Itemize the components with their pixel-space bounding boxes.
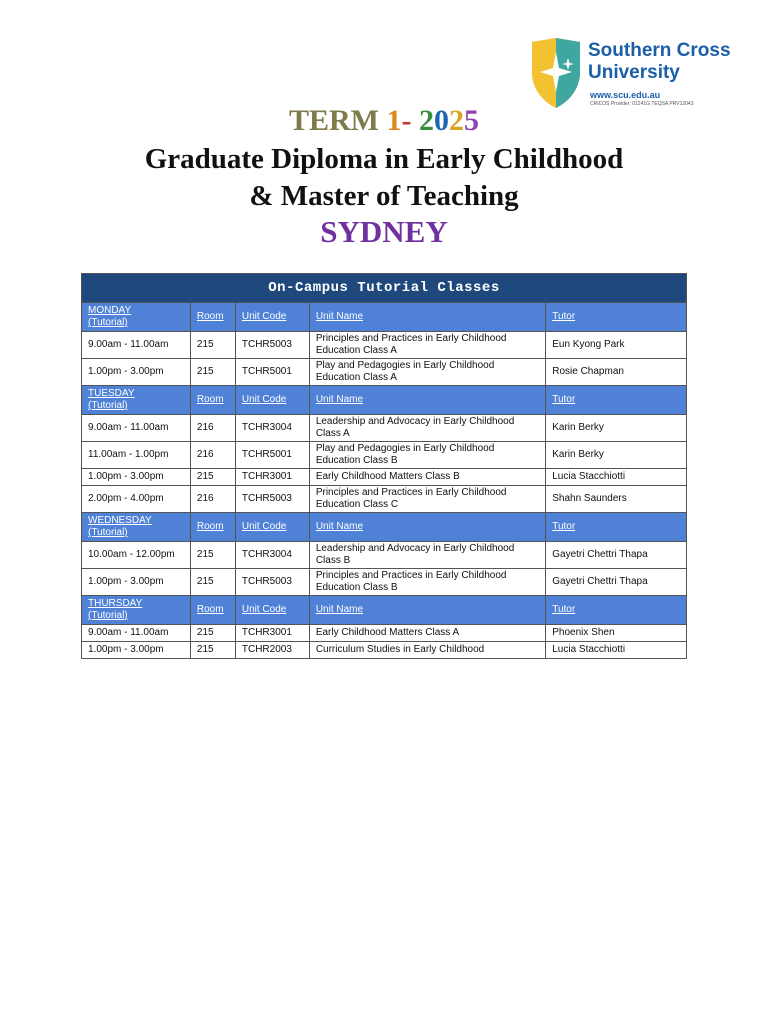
day-label	[82, 513, 191, 542]
room-column-header: Room	[190, 386, 235, 415]
day-subtitle: (Tutorial)	[88, 610, 128, 621]
unit-code-cell: TCHR3004	[235, 415, 309, 442]
unit-code-cell: TCHR5003	[235, 486, 309, 513]
university-name-line2: University	[588, 62, 680, 83]
program-title-line1: Graduate Diploma in Early Childhood	[144, 143, 624, 175]
unit-code-cell: TCHR3001	[235, 469, 309, 486]
time-cell: 1.00pm - 3.00pm	[82, 569, 191, 596]
university-logo	[528, 38, 738, 110]
tutor-cell: Lucia Stacchiotti	[546, 642, 687, 659]
unit-code-column-header: Unit Code	[235, 386, 309, 415]
unit-name-line1: Principles and Practices in Early Childhood	[315, 487, 507, 498]
cricos-text: CRICOS Provider: 01241G TEQSA PRV12043	[590, 101, 694, 107]
tutor-column-header: Tutor	[546, 303, 687, 332]
day-name: WEDNESDAY	[88, 515, 152, 526]
unit-name-line2: Class B	[315, 555, 351, 566]
tutorial-schedule-table	[81, 273, 687, 659]
day-subtitle: (Tutorial)	[88, 527, 128, 538]
room-cell: 215	[190, 469, 235, 486]
year-digit: 2	[449, 104, 464, 137]
unit-code-column-header: Unit Code	[235, 596, 309, 625]
shield-icon	[528, 38, 584, 110]
unit-name-line1: Play and Pedagogies in Early Childhood	[315, 360, 495, 371]
table-caption: On-Campus Tutorial Classes	[82, 274, 687, 303]
program-title-line2: & Master of Teaching	[249, 180, 519, 212]
unit-name-line1: Leadership and Advocacy in Early Childhood	[315, 543, 515, 554]
unit-name-cell	[309, 542, 545, 569]
day-label	[82, 303, 191, 332]
unit-name-line2: Education Class A	[315, 372, 397, 383]
term-number: 1	[386, 104, 402, 137]
day-label	[82, 386, 191, 415]
tutor-cell: Eun Kyong Park	[546, 332, 687, 359]
day-header-row	[82, 596, 687, 625]
unit-code-column-header: Unit Code	[235, 513, 309, 542]
tutor-cell: Gayetri Chettri Thapa	[546, 542, 687, 569]
unit-name-line1: Play and Pedagogies in Early Childhood	[315, 443, 495, 454]
unit-code-cell: TCHR2003	[235, 642, 309, 659]
unit-name-column-header: Unit Name	[309, 386, 545, 415]
unit-code-cell: TCHR5001	[235, 442, 309, 469]
time-cell: 2.00pm - 4.00pm	[82, 486, 191, 513]
day-subtitle: (Tutorial)	[88, 400, 128, 411]
unit-name-line1: Early Childhood Matters Class B	[315, 471, 460, 482]
tutor-column-header: Tutor	[546, 513, 687, 542]
day-subtitle: (Tutorial)	[88, 317, 128, 328]
day-name: MONDAY	[88, 305, 132, 316]
unit-name-cell	[309, 486, 545, 513]
unit-name-line1: Curriculum Studies in Early Childhood	[315, 644, 485, 655]
unit-name-cell	[309, 442, 545, 469]
tutor-column-header: Tutor	[546, 386, 687, 415]
day-header-row	[82, 386, 687, 415]
unit-name-line1: Early Childhood Matters Class A	[315, 627, 460, 638]
table-row	[82, 625, 687, 642]
university-url[interactable]: www.scu.edu.au	[590, 90, 661, 100]
time-cell: 1.00pm - 3.00pm	[82, 469, 191, 486]
room-cell: 215	[190, 642, 235, 659]
table-row	[82, 542, 687, 569]
year-digit: 0	[434, 104, 449, 137]
unit-code-cell: TCHR3004	[235, 542, 309, 569]
term-heading	[0, 103, 768, 139]
table-row	[82, 442, 687, 469]
time-cell: 1.00pm - 3.00pm	[82, 642, 191, 659]
unit-name-line1: Principles and Practices in Early Childhood	[315, 333, 507, 344]
term-year	[419, 104, 479, 137]
room-cell: 216	[190, 442, 235, 469]
room-cell: 216	[190, 486, 235, 513]
time-cell: 9.00am - 11.00am	[82, 625, 191, 642]
term-word: TERM	[289, 104, 379, 137]
tutor-cell: Shahn Saunders	[546, 486, 687, 513]
room-column-header: Room	[190, 303, 235, 332]
tutor-cell: Rosie Chapman	[546, 359, 687, 386]
time-cell: 10.00am - 12.00pm	[82, 542, 191, 569]
unit-name-cell	[309, 415, 545, 442]
unit-name-line2: Education Class A	[315, 345, 397, 356]
room-cell: 215	[190, 625, 235, 642]
unit-name-cell	[309, 469, 545, 486]
room-cell: 215	[190, 359, 235, 386]
unit-name-cell	[309, 359, 545, 386]
table-row	[82, 642, 687, 659]
unit-code-cell: TCHR5003	[235, 569, 309, 596]
day-header-row	[82, 303, 687, 332]
unit-name-line2: Education Class B	[315, 582, 398, 593]
term-dash: -	[401, 104, 412, 137]
unit-name-line2: Education Class B	[315, 455, 398, 466]
unit-code-cell: TCHR3001	[235, 625, 309, 642]
table-row	[82, 486, 687, 513]
table-row	[82, 569, 687, 596]
tutor-cell: Gayetri Chettri Thapa	[546, 569, 687, 596]
unit-name-line2: Class A	[315, 428, 350, 439]
room-cell: 215	[190, 332, 235, 359]
unit-name-cell	[309, 625, 545, 642]
unit-code-cell: TCHR5001	[235, 359, 309, 386]
unit-name-cell	[309, 569, 545, 596]
year-digit: 2	[419, 104, 434, 137]
unit-name-cell	[309, 642, 545, 659]
table-row	[82, 469, 687, 486]
table-caption-row	[82, 274, 687, 303]
university-name	[588, 40, 731, 84]
unit-code-column-header: Unit Code	[235, 303, 309, 332]
day-header-row	[82, 513, 687, 542]
unit-name-column-header: Unit Name	[309, 513, 545, 542]
unit-name-cell	[309, 332, 545, 359]
tutor-column-header: Tutor	[546, 596, 687, 625]
tutor-cell: Lucia Stacchiotti	[546, 469, 687, 486]
unit-code-cell: TCHR5003	[235, 332, 309, 359]
unit-name-line1: Principles and Practices in Early Childhood	[315, 570, 507, 581]
table-row	[82, 415, 687, 442]
table-row	[82, 332, 687, 359]
tutor-cell: Karin Berky	[546, 415, 687, 442]
unit-name-column-header: Unit Name	[309, 303, 545, 332]
tutor-cell: Phoenix Shen	[546, 625, 687, 642]
unit-name-line2: Education Class C	[315, 499, 399, 510]
room-cell: 215	[190, 569, 235, 596]
table-row	[82, 359, 687, 386]
room-cell: 216	[190, 415, 235, 442]
tutor-cell: Karin Berky	[546, 442, 687, 469]
time-cell: 11.00am - 1.00pm	[82, 442, 191, 469]
room-cell: 215	[190, 542, 235, 569]
day-label	[82, 596, 191, 625]
room-column-header: Room	[190, 513, 235, 542]
unit-name-column-header: Unit Name	[309, 596, 545, 625]
campus-city: SYDNEY	[320, 214, 448, 249]
time-cell: 9.00am - 11.00am	[82, 332, 191, 359]
university-name-line1: Southern Cross	[588, 40, 731, 61]
day-name: THURSDAY	[88, 598, 143, 609]
year-digit: 5	[464, 104, 479, 137]
unit-name-line1: Leadership and Advocacy in Early Childhood	[315, 416, 515, 427]
day-name: TUESDAY	[88, 388, 135, 399]
time-cell: 1.00pm - 3.00pm	[82, 359, 191, 386]
room-column-header: Room	[190, 596, 235, 625]
time-cell: 9.00am - 11.00am	[82, 415, 191, 442]
